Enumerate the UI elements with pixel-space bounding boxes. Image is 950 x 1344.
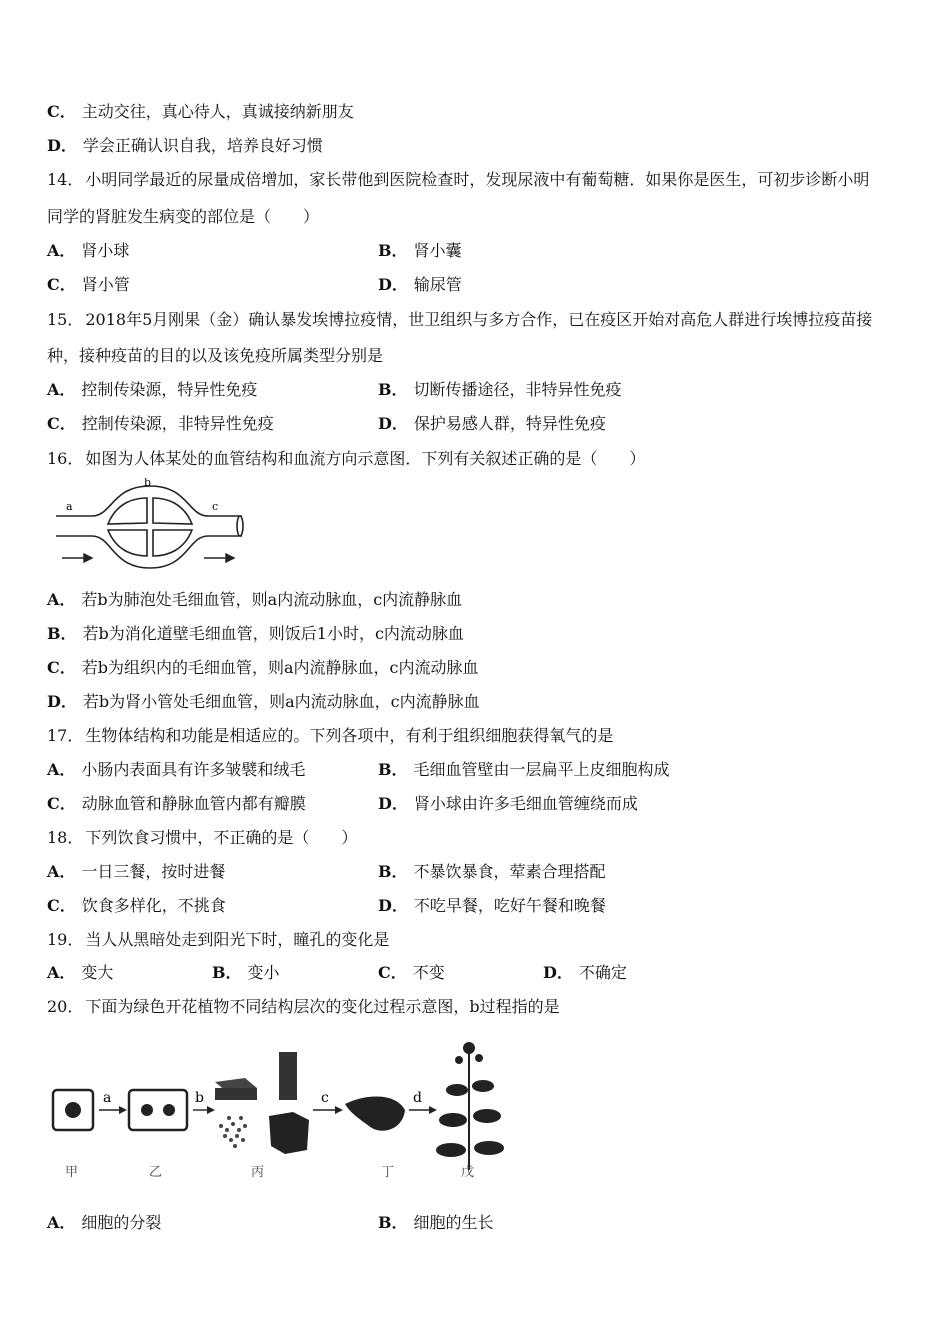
- option-b: [212, 963, 280, 983]
- option-d: [378, 896, 606, 916]
- option-label: C．: [47, 658, 76, 677]
- question-text: 下面为绿色开花植物不同结构层次的变化过程示意图，b过程指的是: [85, 997, 560, 1016]
- label-b: b: [144, 478, 152, 489]
- option-label: D．: [378, 896, 408, 915]
- question-number: 20．: [47, 997, 84, 1016]
- option-text: 学会正确认识自我，培养良好习惯: [82, 136, 323, 155]
- option-text: 不吃早餐，吃好午餐和晚餐: [413, 896, 606, 915]
- option-a: [47, 241, 129, 261]
- option-label: B．: [47, 624, 77, 643]
- arrowhead-d: [429, 1106, 437, 1114]
- question-14-stem: [47, 170, 869, 190]
- option-label: D．: [378, 275, 408, 294]
- option-label: D．: [47, 692, 77, 711]
- nucleus: [65, 1102, 81, 1118]
- question-number: 19．: [47, 930, 84, 949]
- stage-label-jia: 甲: [65, 1165, 79, 1180]
- flow-arrowhead-left: [84, 554, 92, 562]
- option-d: [47, 136, 323, 156]
- nucleus-left: [141, 1104, 153, 1116]
- option-label: A．: [47, 760, 76, 779]
- option-text: 保护易感人群，特异性免疫: [413, 414, 606, 433]
- question-number: 18．: [47, 828, 84, 847]
- option-text: 肾小管: [81, 275, 130, 294]
- tissue-column: [279, 1052, 297, 1100]
- nucleus-right: [163, 1104, 175, 1116]
- question-text: 下列饮食习惯中，不正确的是（ ）: [85, 828, 358, 847]
- option-c: [47, 794, 306, 814]
- option-label: B．: [378, 1213, 408, 1232]
- option-label: B．: [378, 862, 408, 881]
- option-b: [47, 624, 464, 644]
- tissue-block: [215, 1078, 257, 1100]
- step-label-d: d: [413, 1090, 422, 1106]
- question-text: 生物体结构和功能是相适应的。下列各项中，有利于组织细胞获得氧气的是: [85, 726, 614, 745]
- option-label: C．: [47, 794, 76, 813]
- question-19-stem: [47, 930, 389, 950]
- question-16-stem: [47, 449, 645, 469]
- option-b: [378, 380, 622, 400]
- option-d: [47, 692, 480, 712]
- blood-vessel-diagram: [52, 478, 248, 578]
- option-a: [47, 760, 305, 780]
- option-label: C．: [47, 275, 76, 294]
- option-text: 变小: [247, 963, 280, 982]
- option-label: D．: [378, 414, 408, 433]
- option-text: 切断传播途径，非特异性免疫: [413, 380, 622, 399]
- option-label: C．: [47, 414, 76, 433]
- option-text: 肾小球由许多毛细血管缠绕而成: [413, 794, 638, 813]
- plant: [437, 1043, 503, 1170]
- option-text: 细胞的生长: [413, 1213, 494, 1232]
- stage-label-bing: 丙: [251, 1165, 265, 1180]
- question-15-stem-line2: 种，接种疫苗的目的以及该免疫所属类型分别是: [47, 346, 384, 365]
- option-d: [378, 414, 606, 434]
- option-b: [378, 241, 462, 261]
- option-text: 饮食多样化，不挑食: [81, 896, 226, 915]
- arrowhead-b: [207, 1106, 215, 1114]
- option-label: B．: [378, 760, 408, 779]
- label-a: a: [66, 500, 73, 513]
- option-label: B．: [378, 241, 408, 260]
- step-label-c: c: [321, 1090, 329, 1106]
- option-text: 细胞的分裂: [81, 1213, 162, 1232]
- option-a: [47, 1213, 161, 1233]
- option-c: [47, 414, 274, 434]
- option-text: 肾小囊: [413, 241, 462, 260]
- option-text: 动脉血管和静脉血管内都有瓣膜: [81, 794, 306, 813]
- question-text: 当人从黑暗处走到阳光下时，瞳孔的变化是: [85, 930, 390, 949]
- option-text: 若b为组织内的毛细血管，则a内流静脉血，c内流动脉血: [81, 658, 479, 677]
- option-c: [47, 658, 479, 678]
- option-text: 输尿管: [413, 275, 462, 294]
- question-number: 17．: [47, 726, 84, 745]
- option-label: D．: [378, 794, 408, 813]
- tissue-mass: [269, 1112, 309, 1154]
- option-text: 若b为肺泡处毛细血管，则a内流动脉血，c内流静脉血: [81, 590, 463, 609]
- question-text: 2018年5月刚果（金）确认暴发埃博拉疫情，世卫组织与多方合作，已在疫区开始对高危人群进行埃博拉疫苗接: [85, 310, 873, 329]
- flow-arrowhead-right: [226, 554, 234, 562]
- option-label: A．: [47, 590, 76, 609]
- option-text: 控制传染源，非特异性免疫: [81, 414, 274, 433]
- question-14-stem-line2: 同学的肾脏发生病变的部位是（ ）: [47, 207, 320, 226]
- option-label: A．: [47, 241, 76, 260]
- option-text: 不变: [412, 963, 445, 982]
- option-text: 若b为肾小管处毛细血管，则a内流动脉血，c内流静脉血: [82, 692, 480, 711]
- option-label: D．: [543, 963, 573, 982]
- option-d: [378, 275, 462, 295]
- option-label: D．: [47, 136, 77, 155]
- option-c: [378, 963, 445, 983]
- option-label: C．: [378, 963, 407, 982]
- option-label: A．: [47, 862, 76, 881]
- option-text: 若b为消化道壁毛细血管，则饭后1小时，c内流动脉血: [82, 624, 464, 643]
- option-b: [378, 1213, 494, 1233]
- option-text: 主动交往，真心待人，真诚接纳新朋友: [81, 102, 354, 121]
- option-a: [47, 862, 225, 882]
- stage-label-wu: 戊: [461, 1165, 475, 1180]
- option-label: C．: [47, 896, 76, 915]
- leaf: [345, 1096, 405, 1130]
- option-d: [378, 794, 638, 814]
- step-label-b: b: [195, 1090, 204, 1106]
- vessel-outer-bottom: [56, 536, 242, 568]
- question-text: 小明同学最近的尿量成倍增加，家长带他到医院检查时，发现尿液中有葡萄糖．如果你是医生，可初步诊断小明: [85, 170, 870, 189]
- option-label: A．: [47, 963, 76, 982]
- stage-label-ding: 丁: [381, 1165, 395, 1180]
- option-label: A．: [47, 380, 76, 399]
- option-d: [543, 963, 627, 983]
- option-c: [47, 896, 226, 916]
- question-17-stem: [47, 726, 613, 746]
- option-b: [378, 760, 670, 780]
- step-label-a: a: [103, 1090, 112, 1106]
- label-c: c: [212, 500, 219, 513]
- option-label: B．: [378, 380, 408, 399]
- option-text: 小肠内表面具有许多皱襞和绒毛: [81, 760, 306, 779]
- cell-dividing: [129, 1090, 187, 1130]
- question-15-stem: [47, 310, 872, 330]
- option-a: [47, 963, 113, 983]
- tissue-dots: [219, 1116, 247, 1148]
- option-b: [378, 862, 606, 882]
- question-number: 15．: [47, 310, 84, 329]
- stage-label-yi: 乙: [149, 1165, 163, 1180]
- option-text: 不暴饮暴食，荤素合理搭配: [413, 862, 606, 881]
- question-number: 14．: [47, 170, 84, 189]
- question-18-stem: [47, 828, 357, 848]
- option-c: [47, 275, 130, 295]
- arrowhead-c: [335, 1106, 343, 1114]
- option-a: [47, 380, 257, 400]
- option-text: 变大: [81, 963, 114, 982]
- question-number: 16．: [47, 449, 84, 468]
- option-text: 不确定: [578, 963, 627, 982]
- option-label: A．: [47, 1213, 76, 1232]
- arrowhead-a: [119, 1106, 127, 1114]
- vessel-end: [237, 516, 243, 536]
- question-text: 如图为人体某处的血管结构和血流方向示意图．下列有关叙述正确的是（ ）: [85, 449, 646, 468]
- option-a: [47, 590, 462, 610]
- option-c: [47, 102, 354, 122]
- option-text: 控制传染源，特异性免疫: [81, 380, 258, 399]
- plant-hierarchy-diagram: [45, 1030, 505, 1180]
- option-label: B．: [212, 963, 242, 982]
- option-label: C．: [47, 102, 76, 121]
- question-20-stem: [47, 997, 560, 1017]
- option-text: 一日三餐，按时进餐: [81, 862, 226, 881]
- option-text: 毛细血管壁由一层扁平上皮细胞构成: [413, 760, 670, 779]
- option-text: 肾小球: [81, 241, 130, 260]
